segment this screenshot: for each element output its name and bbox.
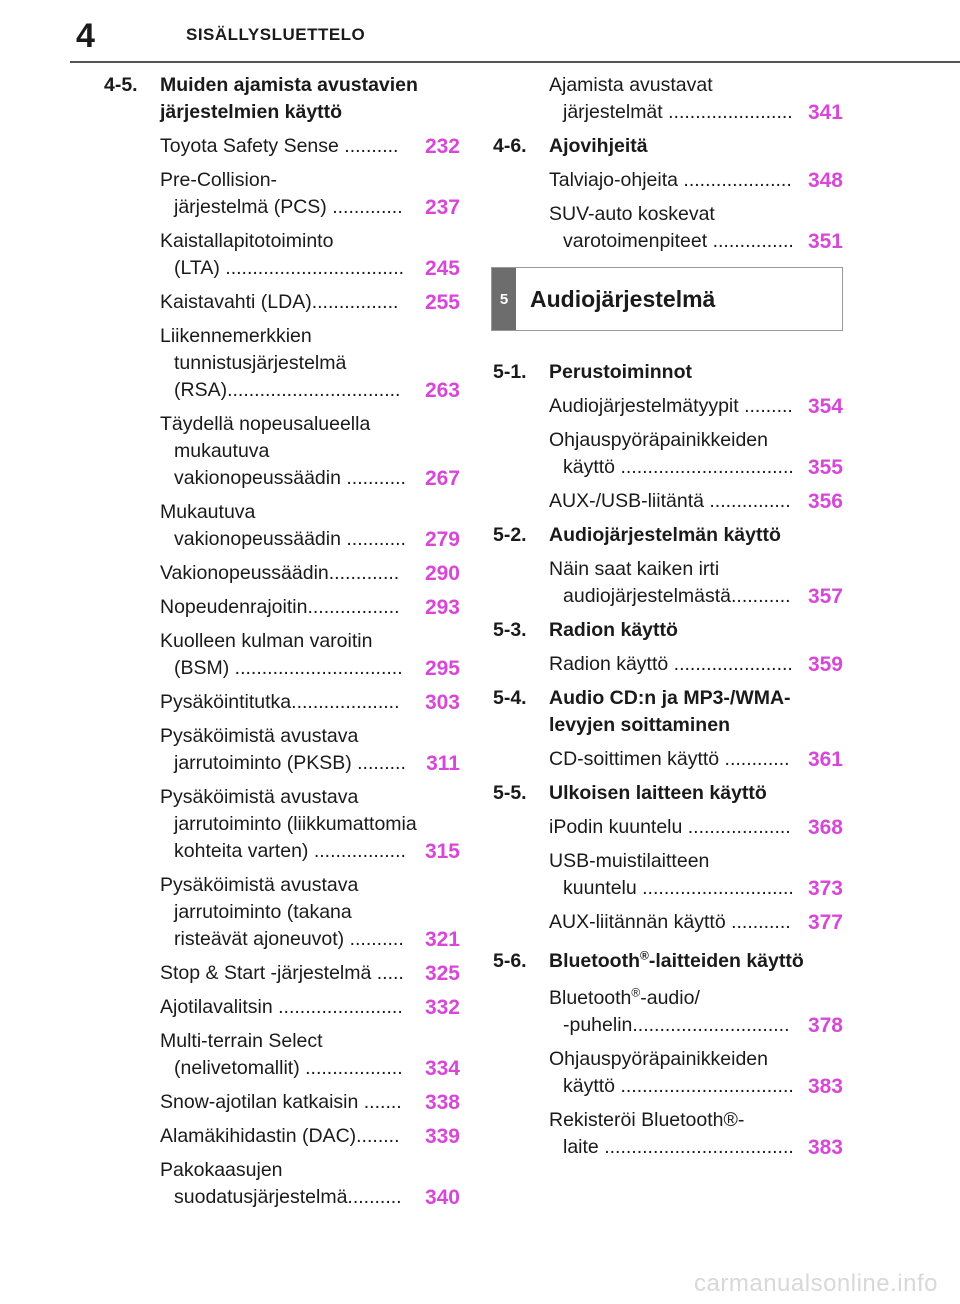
- toc-page-link[interactable]: 303: [424, 691, 460, 714]
- toc-right-column: [493, 72, 843, 1168]
- toc-entry[interactable]: [493, 746, 843, 773]
- toc-entry[interactable]: [493, 556, 843, 610]
- toc-entry-title: Ohjauspyöräpainikkeiden käyttö ................................: [549, 429, 794, 478]
- section-number: 4-6.: [493, 135, 527, 157]
- toc-entry-title: CD-soittimen käyttö ............: [549, 748, 790, 770]
- toc-entry[interactable]: [104, 323, 460, 404]
- chapter-title: Audiojärjestelmä: [530, 285, 716, 312]
- toc-page-link[interactable]: 255: [424, 291, 460, 314]
- section-title: Perustoiminnot: [549, 361, 693, 383]
- toc-entry-title: Talviajo-ohjeita ....................: [549, 169, 792, 191]
- section-heading-4-6: [493, 133, 843, 160]
- toc-entry-title: Snow-ajotilan katkaisin .......: [160, 1091, 402, 1113]
- toc-entry-title: Rekisteröi Bluetooth®- laite ...................................: [549, 1109, 794, 1158]
- section-heading-5-1: [493, 359, 843, 386]
- section-number: 5-2.: [493, 524, 527, 546]
- toc-page-link[interactable]: 263: [424, 379, 460, 402]
- toc-entry-title: SUV-auto koskevat varotoimenpiteet ...............: [549, 203, 794, 252]
- toc-entry-title: Radion käyttö ......................: [549, 653, 793, 675]
- toc-entry-title: [549, 985, 806, 1039]
- toc-page-link[interactable]: 334: [424, 1057, 460, 1080]
- toc-entry-title: iPodin kuuntelu ...................: [549, 816, 791, 838]
- toc-page-link[interactable]: 279: [424, 528, 460, 551]
- toc-entry[interactable]: [493, 167, 843, 194]
- toc-entry[interactable]: [493, 1107, 843, 1161]
- toc-entry[interactable]: [493, 488, 843, 515]
- section-number: 5-1.: [493, 361, 527, 383]
- toc-entry-title: Audiojärjestelmätyypit .........: [549, 395, 793, 417]
- toc-page-link[interactable]: 232: [424, 135, 460, 158]
- toc-entry[interactable]: [104, 289, 460, 316]
- toc-entry[interactable]: [104, 1089, 460, 1116]
- toc-page-link[interactable]: 341: [807, 101, 843, 124]
- toc-page-link[interactable]: 383: [807, 1136, 843, 1159]
- toc-entry[interactable]: [493, 393, 843, 420]
- toc-entry-list: [104, 133, 460, 1211]
- toc-entry[interactable]: [104, 499, 460, 553]
- toc-entry[interactable]: [104, 133, 460, 160]
- toc-page-link[interactable]: 332: [424, 996, 460, 1019]
- toc-entry-title: AUX-/USB-liitäntä ...............: [549, 490, 791, 512]
- toc-entry[interactable]: [104, 1028, 460, 1082]
- toc-page-link[interactable]: 237: [424, 196, 460, 219]
- toc-entry[interactable]: [104, 628, 460, 682]
- toc-entry[interactable]: [493, 1046, 843, 1100]
- toc-entry[interactable]: [493, 985, 843, 1039]
- toc-entry[interactable]: [104, 784, 460, 865]
- section-heading-5-3: [493, 617, 843, 644]
- toc-page-link[interactable]: 351: [807, 230, 843, 253]
- toc-page-link[interactable]: 359: [807, 653, 843, 676]
- toc-entry-title: Pysäköimistä avustava jarrutoiminto (PKSB) .........: [160, 725, 406, 774]
- toc-page-link[interactable]: 361: [807, 748, 843, 771]
- toc-entry[interactable]: [104, 167, 460, 221]
- section-title: Muiden ajamista avustavien järjestelmien käyttö: [160, 74, 418, 123]
- toc-entry[interactable]: [104, 689, 460, 716]
- toc-entry-title: Pysäköimistä avustava jarrutoiminto (takana risteävät ajoneuvot) ..........: [160, 874, 404, 950]
- toc-entry-title: AUX-liitännän käyttö ...........: [549, 911, 791, 933]
- toc-page-link[interactable]: 377: [807, 911, 843, 934]
- toc-page-link[interactable]: 383: [807, 1075, 843, 1098]
- toc-entry-title: Vakionopeussäädin.............: [160, 562, 400, 584]
- toc-entry-title: Pysäköimistä avustava jarrutoiminto (liikkumattomia kohteita varten) .................: [160, 786, 417, 862]
- section-heading-5-2: [493, 522, 843, 549]
- toc-entry-title-part: -audio/ -puhelin.............................: [563, 987, 790, 1036]
- toc-entry[interactable]: [104, 994, 460, 1021]
- toc-entry-list: [493, 556, 843, 610]
- toc-entry[interactable]: [104, 1157, 460, 1211]
- toc-entry-title: Alamäkihidastin (DAC)........: [160, 1125, 400, 1147]
- toc-entry-title: Kaistallapitotoiminto (LTA) .................................: [160, 230, 405, 279]
- toc-entry-list: [493, 651, 843, 678]
- toc-page-link[interactable]: 267: [424, 467, 460, 490]
- section-title: [549, 948, 843, 975]
- toc-entry-list: [493, 167, 843, 255]
- toc-entry-title: Pakokaasujen suodatusjärjestelmä..........: [160, 1159, 402, 1208]
- page-header: [0, 0, 960, 62]
- toc-entry[interactable]: [104, 411, 460, 492]
- toc-entry-title: Pre-Collision- järjestelmä (PCS) .............: [160, 169, 403, 218]
- section-title: Ajovihjeitä: [549, 135, 648, 157]
- section-title: Ulkoisen laitteen käyttö: [549, 782, 767, 804]
- toc-entry[interactable]: [493, 814, 843, 841]
- toc-entry-title: Näin saat kaiken irti audiojärjestelmästä...........: [549, 558, 791, 607]
- toc-entry[interactable]: [104, 1123, 460, 1150]
- toc-page-link[interactable]: 373: [807, 877, 843, 900]
- watermark: carmanualsonline.info: [694, 1270, 938, 1297]
- section-title: Audio CD:n ja MP3-/WMA-levyjen soittaminen: [549, 687, 791, 736]
- section-number: 4-5.: [104, 74, 138, 96]
- toc-page-link[interactable]: 338: [424, 1091, 460, 1114]
- section-title-part: Bluetooth: [549, 950, 640, 972]
- toc-entry-title: Kuolleen kulman varoitin (BSM) ...............................: [160, 630, 403, 679]
- toc-page-link[interactable]: 368: [807, 816, 843, 839]
- toc-left-column: [104, 72, 460, 1218]
- toc-entry-title: Pysäköintitutka....................: [160, 691, 400, 713]
- toc-entry-title: Liikennemerkkien tunnistusjärjestelmä (RSA)................................: [160, 325, 401, 401]
- toc-entry-title: Stop & Start -järjestelmä .....: [160, 962, 404, 984]
- registered-mark: ®: [631, 985, 641, 1000]
- toc-entry-title: Toyota Safety Sense ..........: [160, 135, 399, 157]
- toc-entry[interactable]: [104, 560, 460, 587]
- header-title: SISÄLLYSLUETTELO: [186, 25, 366, 44]
- toc-page-link[interactable]: 321: [424, 928, 460, 951]
- section-number: 5-3.: [493, 619, 527, 641]
- chapter-heading-box: [491, 267, 843, 331]
- toc-entry[interactable]: [104, 872, 460, 953]
- toc-entry-title: Multi-terrain Select (nelivetomallit) ..................: [160, 1030, 403, 1079]
- toc-entry-list: [493, 1046, 843, 1161]
- toc-page-link[interactable]: 290: [424, 562, 460, 585]
- section-number: 5-6.: [493, 950, 527, 972]
- toc-page-link[interactable]: 356: [807, 490, 843, 513]
- toc-entry-title: Ohjauspyöräpainikkeiden käyttö ................................: [549, 1048, 794, 1097]
- toc-entry[interactable]: [493, 427, 843, 481]
- page-number: 4: [76, 17, 95, 55]
- section-heading-5-6: [493, 948, 843, 975]
- toc-entry[interactable]: [104, 594, 460, 621]
- toc-entry-title: Nopeudenrajoitin.................: [160, 596, 400, 618]
- toc-entry-title-part: Bluetooth: [549, 987, 632, 1009]
- toc-entry[interactable]: [104, 960, 460, 987]
- toc-page-link[interactable]: 357: [807, 585, 843, 608]
- toc-page-link[interactable]: 339: [424, 1125, 460, 1148]
- toc-entry[interactable]: [493, 651, 843, 678]
- chapter-number-tab: 5: [492, 268, 516, 330]
- section-heading-4-5: [104, 72, 460, 126]
- toc-page-link[interactable]: 315: [424, 840, 460, 863]
- section-title-part: -laitteiden käyttö: [648, 950, 804, 972]
- section-number: 5-4.: [493, 687, 527, 709]
- toc-page-link[interactable]: 311: [426, 752, 460, 775]
- section-heading-5-4: [493, 685, 843, 739]
- toc-entry-title: Ajamista avustavat järjestelmät .......................: [549, 74, 793, 123]
- toc-page-link[interactable]: 340: [424, 1186, 460, 1209]
- toc-entry-list: [493, 814, 843, 936]
- toc-page-link[interactable]: 354: [807, 395, 843, 418]
- toc-entry[interactable]: [493, 201, 843, 255]
- toc-entry[interactable]: [104, 723, 460, 777]
- toc-entry[interactable]: [493, 848, 843, 902]
- toc-page-link[interactable]: 348: [807, 169, 843, 192]
- toc-entry-title: Täydellä nopeusalueella mukautuva vakionopeussäädin ...........: [160, 413, 406, 489]
- section-title: Radion käyttö: [549, 619, 678, 641]
- section-heading-5-5: [493, 780, 843, 807]
- section-number: 5-5.: [493, 782, 527, 804]
- header-divider: [70, 61, 960, 63]
- toc-page-link[interactable]: 378: [807, 1014, 843, 1037]
- section-title: Audiojärjestelmän käyttö: [549, 524, 781, 546]
- toc-page-link[interactable]: 293: [424, 596, 460, 619]
- toc-page-link[interactable]: 325: [424, 962, 460, 985]
- toc-entry[interactable]: [104, 228, 460, 282]
- toc-entry-title: USB-muistilaitteen kuuntelu ............................: [549, 850, 794, 899]
- toc-page-link[interactable]: 355: [807, 456, 843, 479]
- toc-entry-list: [493, 393, 843, 515]
- registered-mark: ®: [639, 948, 649, 963]
- toc-page-link[interactable]: 295: [424, 657, 460, 680]
- toc-entry-title: Mukautuva vakionopeussäädin ...........: [160, 501, 406, 550]
- toc-entry-title: Ajotilavalitsin .......................: [160, 996, 403, 1018]
- toc-entry[interactable]: [493, 909, 843, 936]
- toc-page-link[interactable]: 245: [424, 257, 460, 280]
- toc-entry[interactable]: [493, 72, 843, 126]
- toc-entry-list: [493, 746, 843, 773]
- toc-entry-title: Kaistavahti (LDA)................: [160, 291, 399, 313]
